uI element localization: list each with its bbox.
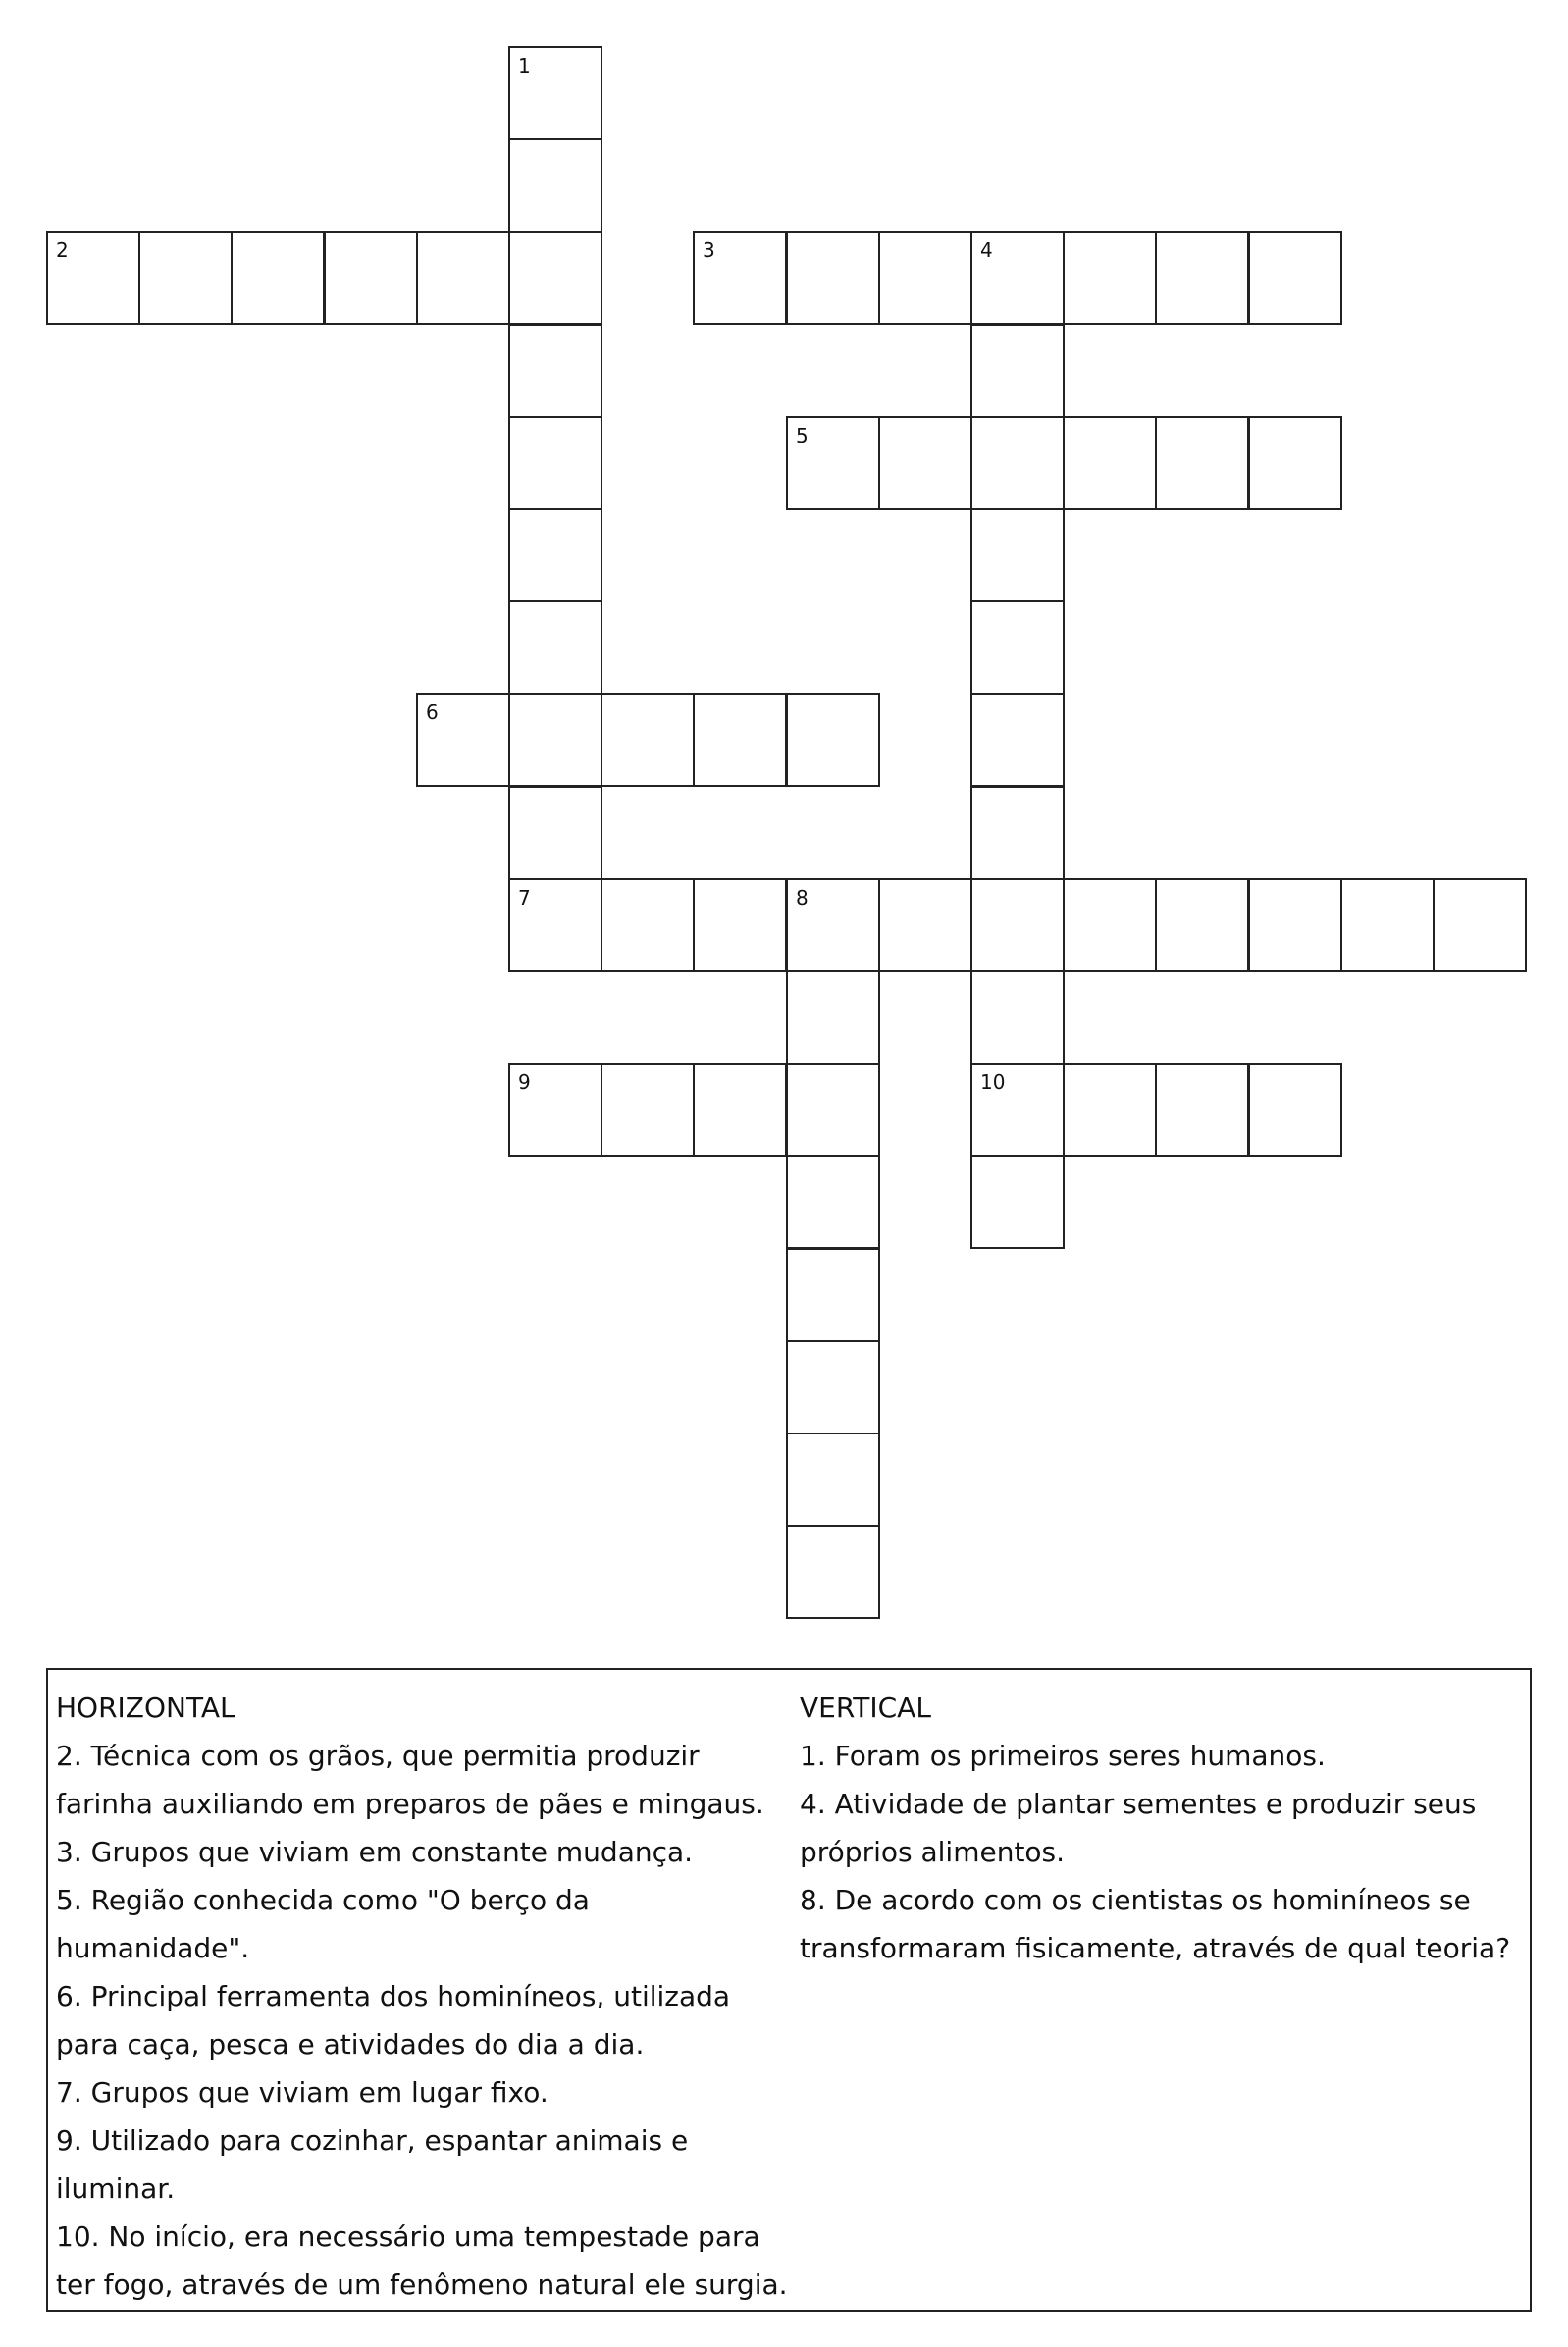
clues-box bbox=[46, 1668, 1532, 2312]
crossword-cell[interactable] bbox=[138, 231, 233, 325]
clue-number: 4 bbox=[980, 238, 993, 262]
crossword-cell[interactable] bbox=[786, 878, 880, 972]
crossword-cell[interactable] bbox=[786, 416, 880, 510]
crossword-cell[interactable] bbox=[970, 693, 1065, 787]
clue-horizontal-6: 6. Principal ferramenta dos hominíneos, utilizada para caça, pesca e atividades do dia a dia. bbox=[56, 1980, 731, 2060]
clue-number: 10 bbox=[980, 1070, 1006, 1094]
clue-horizontal-9: 9. Utilizado para cozinhar, espantar animais e iluminar. bbox=[56, 2124, 689, 2205]
crossword-cell[interactable] bbox=[601, 693, 695, 787]
crossword-cell[interactable] bbox=[324, 231, 418, 325]
crossword-cell[interactable] bbox=[508, 231, 602, 325]
crossword-cell[interactable] bbox=[786, 1525, 880, 1619]
crossword-cell[interactable] bbox=[878, 416, 972, 510]
clue-number: 6 bbox=[426, 701, 439, 724]
clue-vertical-4: 4. Atividade de plantar sementes e produzir seus próprios alimentos. bbox=[800, 1788, 1477, 1868]
clue-number: 7 bbox=[518, 886, 531, 910]
crossword-cell[interactable] bbox=[970, 324, 1065, 418]
crossword-cell[interactable] bbox=[231, 231, 325, 325]
crossword-cell[interactable] bbox=[693, 878, 787, 972]
clue-number: 1 bbox=[518, 54, 531, 78]
crossword-cell[interactable] bbox=[1155, 878, 1249, 972]
crossword-cell[interactable] bbox=[786, 1063, 880, 1157]
crossword-cell[interactable] bbox=[878, 231, 972, 325]
crossword-cell[interactable] bbox=[508, 138, 602, 233]
crossword-cell[interactable] bbox=[970, 1155, 1065, 1249]
clue-horizontal-5: 5. Região conhecida como "O berço da humanidade". bbox=[56, 1884, 590, 1964]
crossword-cell[interactable] bbox=[693, 231, 787, 325]
vertical-clues bbox=[800, 1684, 1516, 1972]
clue-number: 9 bbox=[518, 1070, 531, 1094]
crossword-cell[interactable] bbox=[970, 231, 1065, 325]
crossword-cell[interactable] bbox=[416, 231, 510, 325]
crossword-cell[interactable] bbox=[693, 1063, 787, 1157]
crossword-cell[interactable] bbox=[970, 1063, 1065, 1157]
clue-horizontal-2: 2. Técnica com os grãos, que permitia produzir farinha auxiliando em preparos de pães e mingaus. bbox=[56, 1740, 764, 1820]
crossword-cell[interactable] bbox=[1248, 1063, 1342, 1157]
clue-number: 8 bbox=[796, 886, 809, 910]
clue-number: 3 bbox=[703, 238, 715, 262]
crossword-cell[interactable] bbox=[1155, 416, 1249, 510]
crossword-cell[interactable] bbox=[508, 416, 602, 510]
crossword-cell[interactable] bbox=[970, 786, 1065, 880]
crossword-cell[interactable] bbox=[786, 1433, 880, 1527]
horizontal-clues bbox=[56, 1684, 790, 2309]
crossword-cell[interactable] bbox=[508, 1063, 602, 1157]
crossword-cell[interactable] bbox=[786, 1248, 880, 1342]
crossword-cell[interactable] bbox=[1340, 878, 1435, 972]
crossword-cell[interactable] bbox=[1063, 878, 1157, 972]
crossword-cell[interactable] bbox=[508, 786, 602, 880]
crossword-cell[interactable] bbox=[1248, 416, 1342, 510]
crossword-cell[interactable] bbox=[1063, 231, 1157, 325]
crossword-cell[interactable] bbox=[508, 600, 602, 695]
clue-horizontal-10: 10. No início, era necessário uma tempestade para ter fogo, através de um fenômeno natural ele surgia. bbox=[56, 2220, 788, 2301]
vertical-title: VERTICAL bbox=[800, 1692, 931, 1724]
clue-vertical-1: 1. Foram os primeiros seres humanos. bbox=[800, 1740, 1326, 1772]
crossword-cell[interactable] bbox=[786, 231, 880, 325]
crossword-cell[interactable] bbox=[693, 693, 787, 787]
clue-number: 2 bbox=[56, 238, 69, 262]
crossword-cell[interactable] bbox=[970, 508, 1065, 602]
crossword-cell[interactable] bbox=[601, 878, 695, 972]
crossword-cell[interactable] bbox=[508, 878, 602, 972]
crossword-cell[interactable] bbox=[970, 416, 1065, 510]
crossword-cell[interactable] bbox=[46, 231, 140, 325]
clue-horizontal-7: 7. Grupos que viviam em lugar fixo. bbox=[56, 2076, 549, 2109]
crossword-cell[interactable] bbox=[786, 1155, 880, 1249]
crossword-cell[interactable] bbox=[1063, 416, 1157, 510]
crossword-cell[interactable] bbox=[878, 878, 972, 972]
crossword-cell[interactable] bbox=[1248, 878, 1342, 972]
crossword-cell[interactable] bbox=[1155, 231, 1249, 325]
crossword-cell[interactable] bbox=[508, 693, 602, 787]
crossword-cell[interactable] bbox=[970, 970, 1065, 1065]
crossword-cell[interactable] bbox=[1433, 878, 1527, 972]
clue-horizontal-3: 3. Grupos que viviam em constante mudança. bbox=[56, 1836, 694, 1868]
crossword-cell[interactable] bbox=[970, 878, 1065, 972]
crossword-cell[interactable] bbox=[416, 693, 510, 787]
crossword-cell[interactable] bbox=[970, 600, 1065, 695]
crossword-cell[interactable] bbox=[786, 970, 880, 1065]
crossword-cell[interactable] bbox=[1063, 1063, 1157, 1157]
crossword-cell[interactable] bbox=[601, 1063, 695, 1157]
horizontal-title: HORIZONTAL bbox=[56, 1692, 235, 1724]
crossword-cell[interactable] bbox=[1248, 231, 1342, 325]
crossword-cell[interactable] bbox=[786, 693, 880, 787]
clue-number: 5 bbox=[796, 424, 809, 447]
crossword-cell[interactable] bbox=[786, 1340, 880, 1434]
crossword-cell[interactable] bbox=[508, 46, 602, 140]
clue-vertical-8: 8. De acordo com os cientistas os hominíneos se transformaram fisicamente, através de qual teoria? bbox=[800, 1884, 1511, 1964]
crossword-cell[interactable] bbox=[508, 508, 602, 602]
crossword-cell[interactable] bbox=[508, 324, 602, 418]
crossword-cell[interactable] bbox=[1155, 1063, 1249, 1157]
